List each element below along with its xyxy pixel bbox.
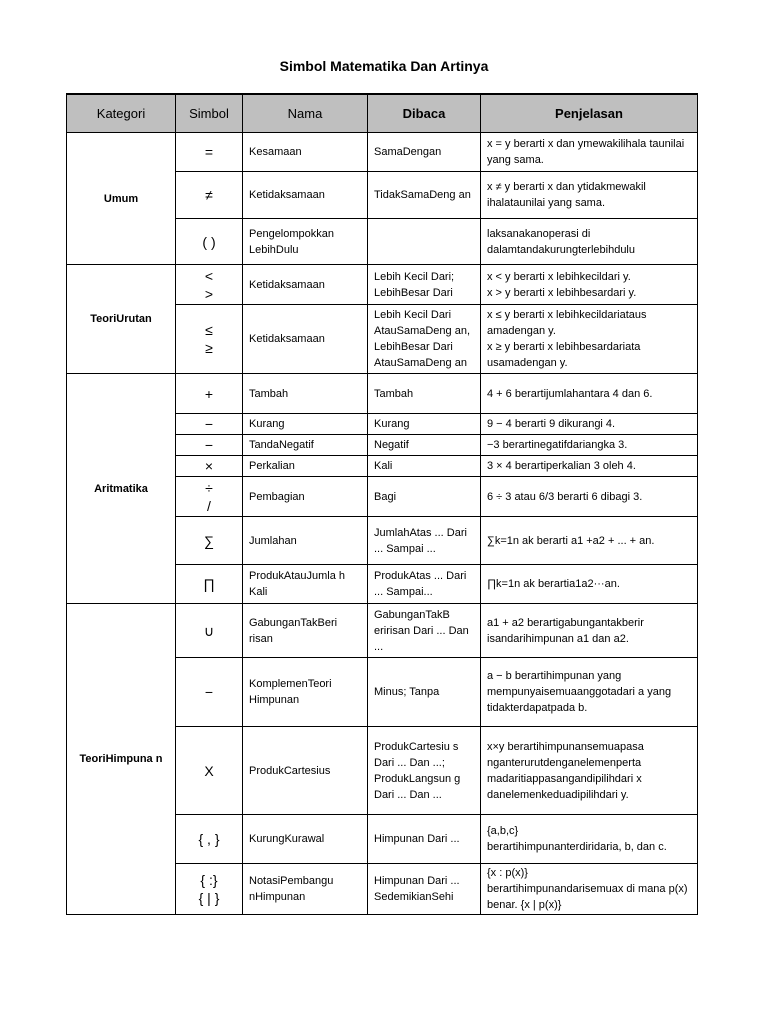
penjelasan-cell-text: 3 × 4 berartiperkalian 3 oleh 4. (487, 460, 636, 472)
penjelasan-cell-text: 6 ÷ 3 atau 6/3 berarti 6 dibagi 3. (487, 490, 643, 503)
nama-cell (243, 219, 368, 265)
symbol-cell-text: ∪ (203, 622, 215, 639)
penjelasan-cell (481, 414, 698, 435)
category-cell: TeoriHimpuna n (67, 604, 176, 915)
nama-cell-text: ProdukCartesius (249, 764, 331, 777)
symbol-cell (176, 374, 243, 414)
penjelasan-cell-text: {a,b,c} (487, 825, 519, 837)
penjelasan-cell (481, 604, 698, 658)
symbol-cell (176, 133, 243, 172)
symbol-cell-text: > (204, 285, 214, 302)
dibaca-cell (368, 565, 481, 604)
table-row (67, 604, 698, 658)
nama-cell (243, 305, 368, 374)
dibaca-cell-text: Kurang (374, 418, 410, 430)
symbol-cell-text: ÷ (205, 479, 213, 496)
symbol-cell-text: − (204, 684, 214, 700)
symbol-cell-text: ≤ (205, 322, 213, 338)
penjelasan-cell (481, 658, 698, 727)
penjelasan-cell-text: {x : p(x)} (487, 867, 528, 879)
penjelasan-cell-text: −3 berartinegatifdariangka 3. (487, 439, 628, 451)
dibaca-cell (368, 265, 481, 305)
dibaca-cell-text: Bagi (374, 490, 397, 503)
symbol-cell-text: × (204, 458, 214, 474)
dibaca-cell-text: Himpunan Dari ... (374, 833, 460, 845)
dibaca-cell-text: SamaDengan (374, 146, 442, 158)
nama-cell (243, 477, 368, 517)
penjelasan-cell-text: x < y berarti x lebihkecildari y. (487, 270, 631, 283)
penjelasan-cell-text: x ≥ y berarti x lebihbesardariata usamadengan y. (487, 341, 641, 369)
dibaca-cell (368, 658, 481, 727)
symbol-cell (176, 414, 243, 435)
penjelasan-cell-text: ∑k=1n ak berarti a1 +a2 + ... + an. (487, 534, 655, 547)
penjelasan-cell-text: a1 + a2 berartigabungantakberir isandarihimpunan a1 dan a2. (487, 616, 644, 645)
symbol-cell (176, 305, 243, 374)
symbol-cell (176, 864, 243, 915)
nama-cell-text: Tambah (249, 387, 289, 400)
penjelasan-cell (481, 265, 698, 305)
symbol-cell-text: / (207, 497, 211, 514)
dibaca-cell (368, 456, 481, 477)
penjelasan-cell (481, 374, 698, 414)
dibaca-cell (368, 477, 481, 517)
symbol-cell (176, 565, 243, 604)
dibaca-cell-text: Lebih Kecil Dari AtauSamaDeng an, LebihBesar Dari AtauSamaDeng an (374, 309, 471, 369)
dibaca-cell (368, 864, 481, 915)
symbol-cell (176, 658, 243, 727)
nama-cell (243, 265, 368, 305)
nama-cell (243, 517, 368, 565)
penjelasan-cell (481, 517, 698, 565)
nama-cell (243, 815, 368, 864)
symbol-cell (176, 727, 243, 815)
symbol-cell-text: ∏ (203, 576, 215, 592)
nama-cell-text: Kurang (249, 418, 285, 430)
penjelasan-cell (481, 172, 698, 219)
dibaca-cell (368, 604, 481, 658)
nama-cell-text: GabunganTakBeri risan (249, 616, 338, 645)
nama-cell-text: Kesamaan (249, 146, 302, 158)
header-kategori: Kategori (67, 94, 176, 133)
dibaca-cell (368, 374, 481, 414)
dibaca-cell (368, 414, 481, 435)
nama-cell-text: KomplemenTeori Himpunan (249, 678, 332, 706)
nama-cell (243, 565, 368, 604)
symbol-cell-text: − (204, 437, 214, 453)
penjelasan-cell-text: x ≠ y berarti x dan ytidakmewakil ihalataunilai yang sama. (487, 181, 646, 209)
symbol-cell (176, 604, 243, 658)
nama-cell (243, 456, 368, 477)
header-simbol: Simbol (176, 94, 243, 133)
nama-cell-text: Ketidaksamaan (249, 189, 325, 201)
nama-cell-text: NotasiPembangu nHimpunan (249, 875, 334, 903)
nama-cell-text: Jumlahan (249, 534, 297, 547)
symbol-cell-text: = (204, 144, 214, 160)
nama-cell-text: ProdukAtauJumla h Kali (249, 570, 345, 598)
dibaca-cell (368, 305, 481, 374)
dibaca-cell-text: Lebih Kecil Dari; (374, 270, 455, 283)
dibaca-cell (368, 435, 481, 456)
category-cell: Umum (67, 133, 176, 265)
symbol-cell-text: { , } (198, 831, 220, 847)
symbol-cell-text: X (204, 762, 214, 779)
penjelasan-cell (481, 477, 698, 517)
symbol-cell-text: < (204, 267, 214, 284)
nama-cell (243, 435, 368, 456)
page-title: Simbol Matematika Dan Artinya (279, 58, 489, 74)
penjelasan-cell (481, 133, 698, 172)
dibaca-cell (368, 133, 481, 172)
penjelasan-cell (481, 219, 698, 265)
nama-cell (243, 727, 368, 815)
dibaca-cell-text: Himpunan Dari ... SedemikianSehi (374, 875, 460, 903)
penjelasan-cell (481, 435, 698, 456)
symbol-cell (176, 477, 243, 517)
nama-cell (243, 374, 368, 414)
symbol-cell (176, 172, 243, 219)
dibaca-cell-text: Kali (374, 460, 393, 472)
header-nama: Nama (243, 94, 368, 133)
dibaca-cell-text: GabunganTakB eririsan Dari ... Dan ... (374, 608, 469, 653)
penjelasan-cell-text: berartihimpunanterdiridaria, b, dan c. (487, 841, 667, 853)
nama-cell-text: Ketidaksamaan (249, 278, 325, 291)
penjelasan-cell-text: 4 + 6 berartijumlahantara 4 dan 6. (487, 387, 653, 400)
penjelasan-cell (481, 565, 698, 604)
symbol-cell (176, 265, 243, 305)
penjelasan-cell-text: ∏k=1n ak berartia1a2···an. (487, 578, 620, 590)
dibaca-cell-text: ProdukCartesiu s Dari ... Dan ...; ProdukLangsun g Dari ... Dan ... (374, 740, 461, 801)
penjelasan-cell-text: x = y berarti x dan ymewakilihala taunilai yang sama. (487, 138, 685, 166)
category-cell: TeoriUrutan (67, 265, 176, 374)
penjelasan-cell-text: a − b berartihimpunan yang mempunyaisemuaanggotadari a yang tidakterdapatpada b. (487, 670, 672, 714)
dibaca-cell-text: Tambah (374, 387, 414, 400)
nama-cell-text: Perkalian (249, 460, 295, 472)
penjelasan-cell (481, 456, 698, 477)
symbol-cell-text: − (204, 416, 214, 432)
penjelasan-cell (481, 727, 698, 815)
symbol-cell-text: { :} (200, 872, 218, 888)
table-row (67, 374, 698, 414)
header-dibaca: Dibaca (368, 94, 481, 133)
penjelasan-cell-text: berartihimpunandarisemuax di mana p(x) benar. {x | p(x)} (487, 883, 688, 911)
header-row (67, 94, 698, 133)
symbol-cell-text: ≥ (205, 340, 213, 356)
penjelasan-cell-text: x ≤ y berarti x lebihkecildariataus amadengan y. (487, 309, 647, 337)
nama-cell (243, 864, 368, 915)
nama-cell-text: Pengelompokkan LebihDulu (249, 227, 335, 256)
table-row (67, 265, 698, 305)
symbol-cell (176, 456, 243, 477)
symbol-cell-text: + (204, 385, 214, 402)
dibaca-cell (368, 219, 481, 265)
penjelasan-cell-text: x > y berarti x lebihbesardari y. (487, 286, 637, 299)
table-row (67, 133, 698, 172)
dibaca-cell (368, 727, 481, 815)
penjelasan-cell-text: x×y berartihimpunansemuapasa nganterurutdenganelemenperta madaritiappasangandipilihdari x danelemenkeduadipilihdari y. (487, 740, 644, 801)
nama-cell-text: TandaNegatif (249, 439, 314, 451)
nama-cell (243, 604, 368, 658)
penjelasan-cell (481, 305, 698, 374)
penjelasan-cell (481, 815, 698, 864)
nama-cell (243, 414, 368, 435)
nama-cell (243, 133, 368, 172)
symbol-cell-text: ≠ (205, 187, 213, 203)
penjelasan-cell (481, 864, 698, 915)
symbol-cell (176, 517, 243, 565)
dibaca-cell (368, 815, 481, 864)
dibaca-cell-text: LebihBesar Dari (374, 286, 453, 299)
dibaca-cell-text: ProdukAtas ... Dari ... Sampai... (374, 570, 467, 598)
symbol-cell (176, 219, 243, 265)
nama-cell-text: Ketidaksamaan (249, 333, 325, 345)
dibaca-cell (368, 517, 481, 565)
penjelasan-cell-text: 9 − 4 berarti 9 dikurangi 4. (487, 418, 616, 430)
dibaca-cell-text: TidakSamaDeng an (374, 189, 471, 201)
symbol-cell-text: ( ) (202, 233, 216, 250)
dibaca-cell-text: JumlahAtas ... Dari ... Sampai ... (374, 526, 467, 555)
dibaca-cell-text: Negatif (374, 439, 409, 451)
symbol-cell (176, 815, 243, 864)
symbol-cell-text: { | } (198, 890, 220, 906)
nama-cell-text: Pembagian (249, 490, 305, 503)
header-penjelasan: Penjelasan (481, 94, 698, 133)
symbol-cell-text: ∑ (204, 532, 214, 549)
nama-cell-text: KurungKurawal (249, 833, 325, 845)
nama-cell (243, 172, 368, 219)
penjelasan-cell-text: laksanakanoperasi di dalamtandakurungterlebihdulu (487, 227, 635, 256)
dibaca-cell (368, 172, 481, 219)
category-cell: Aritmatika (67, 374, 176, 604)
dibaca-cell-text: Minus; Tanpa (374, 686, 440, 698)
symbol-cell (176, 435, 243, 456)
symbol-table (66, 93, 698, 915)
nama-cell (243, 658, 368, 727)
